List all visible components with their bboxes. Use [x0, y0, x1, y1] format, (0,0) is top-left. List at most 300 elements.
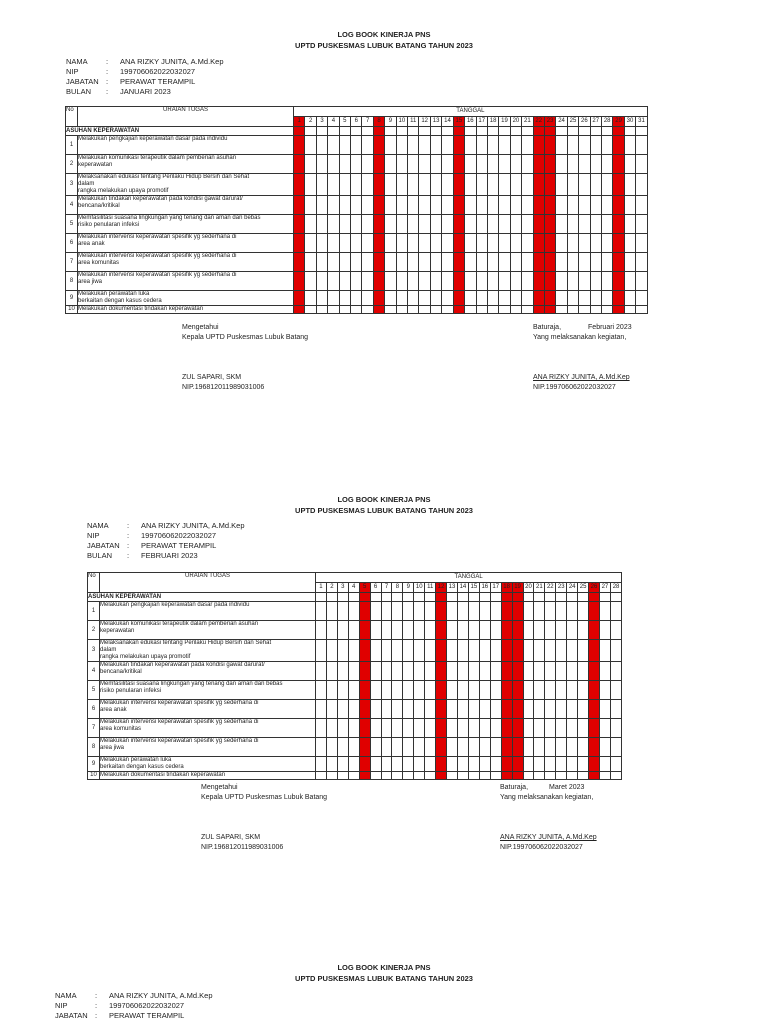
day-cell	[370, 738, 381, 757]
day-cell	[601, 291, 612, 306]
task-no: 5	[88, 681, 100, 700]
task-line: dalam	[78, 181, 95, 187]
day-number: 2	[305, 117, 316, 127]
day-cell	[465, 253, 476, 272]
day-cell	[487, 174, 498, 196]
day-cell	[362, 215, 373, 234]
day-cell	[534, 757, 545, 772]
day-cell	[601, 155, 612, 174]
day-cell	[326, 662, 337, 681]
day-cell	[294, 291, 305, 306]
day-cell	[523, 602, 534, 621]
day-cell	[636, 291, 648, 306]
day-cell	[610, 772, 621, 780]
table-row	[66, 306, 648, 314]
day-cell	[490, 662, 501, 681]
day-cell	[590, 253, 601, 272]
day-cell	[624, 253, 635, 272]
day-cell	[442, 272, 453, 291]
task-no: 3	[66, 174, 78, 196]
day-number: 7	[381, 583, 392, 593]
day-cell	[339, 306, 350, 314]
day-cell	[362, 174, 373, 196]
day-cell	[381, 700, 392, 719]
day-number: 8	[373, 117, 384, 127]
day-cell	[457, 662, 468, 681]
day-cell	[442, 234, 453, 253]
day-cell	[453, 155, 464, 174]
day-cell	[465, 136, 476, 155]
nama-value: ANA RIZKY JUNITA, A.Md.Kep	[141, 521, 245, 530]
day-cell	[408, 234, 419, 253]
task-line: Melaksanakan edukasi tentang Perilaku Hidup Bersih dan Sehat	[78, 174, 250, 180]
doc-title: LOG BOOK KINERJA PNS	[337, 963, 431, 972]
day-cell	[476, 306, 487, 314]
day-cell	[567, 700, 578, 719]
day-cell	[419, 196, 430, 215]
day-cell	[381, 681, 392, 700]
jabatan-label: JABATAN	[55, 1011, 88, 1020]
task-description	[100, 640, 316, 662]
day-cell	[476, 127, 487, 136]
day-cell	[501, 719, 512, 738]
day-cell	[425, 621, 436, 640]
day-cell	[567, 127, 578, 136]
day-cell	[523, 700, 534, 719]
colon: :	[106, 57, 109, 66]
day-cell	[453, 272, 464, 291]
day-cell	[351, 253, 362, 272]
day-cell	[436, 757, 447, 772]
day-cell	[339, 215, 350, 234]
day-cell	[392, 640, 403, 662]
task-line: risiko penularan infeksi	[100, 688, 162, 694]
day-cell	[447, 640, 458, 662]
day-cell	[328, 127, 339, 136]
day-cell	[430, 127, 441, 136]
day-cell	[499, 253, 510, 272]
day-number: 3	[337, 583, 348, 593]
day-cell	[490, 593, 501, 602]
task-no: 8	[66, 272, 78, 291]
day-cell	[465, 155, 476, 174]
day-cell	[490, 640, 501, 662]
day-cell	[408, 136, 419, 155]
task-line: Melakukan intervensi keperawatan spesifik yg sederhana di	[78, 234, 237, 240]
pelaksana-nip: NIP.199706062022032027	[533, 384, 616, 391]
day-cell	[476, 155, 487, 174]
day-cell	[457, 602, 468, 621]
day-cell	[545, 738, 556, 757]
day-cell	[403, 772, 414, 780]
day-number: 6	[370, 583, 381, 593]
day-cell	[468, 593, 479, 602]
day-cell	[479, 681, 490, 700]
day-cell	[403, 593, 414, 602]
task-description	[100, 700, 316, 719]
day-cell	[457, 681, 468, 700]
day-cell	[442, 291, 453, 306]
sign-month: Maret 2023	[549, 784, 585, 791]
table-row	[66, 196, 648, 215]
day-cell	[579, 234, 590, 253]
task-no: 2	[88, 621, 100, 640]
table-row	[66, 215, 648, 234]
day-cell	[544, 155, 555, 174]
day-number: 20	[510, 117, 521, 127]
table-row	[66, 234, 648, 253]
task-line: Melaksanakan edukasi tentang Perilaku Hidup Bersih dan Sehat	[100, 640, 272, 646]
day-cell	[370, 662, 381, 681]
day-cell	[479, 640, 490, 662]
day-cell	[457, 772, 468, 780]
day-cell	[294, 174, 305, 196]
day-cell	[579, 155, 590, 174]
task-description	[100, 757, 316, 772]
day-number: 16	[479, 583, 490, 593]
table-row	[88, 681, 622, 700]
day-cell	[447, 662, 458, 681]
day-cell	[436, 772, 447, 780]
day-cell	[533, 196, 544, 215]
nama-label: NAMA	[87, 521, 109, 530]
day-cell	[316, 136, 327, 155]
day-cell	[567, 155, 578, 174]
day-cell	[523, 681, 534, 700]
task-line: area anak	[100, 707, 127, 713]
day-cell	[362, 306, 373, 314]
day-cell	[414, 662, 425, 681]
day-cell	[348, 757, 359, 772]
sign-month: Februari 2023	[588, 324, 632, 331]
day-cell	[362, 196, 373, 215]
day-cell	[522, 306, 533, 314]
day-cell	[396, 155, 407, 174]
task-no: 4	[88, 662, 100, 681]
day-cell	[430, 291, 441, 306]
day-cell	[419, 127, 430, 136]
day-cell	[613, 136, 624, 155]
day-cell	[476, 215, 487, 234]
day-cell	[326, 593, 337, 602]
day-cell	[396, 174, 407, 196]
day-cell	[447, 719, 458, 738]
day-cell	[430, 234, 441, 253]
day-cell	[544, 253, 555, 272]
day-cell	[610, 757, 621, 772]
day-cell	[578, 719, 589, 738]
day-cell	[601, 215, 612, 234]
day-cell	[373, 234, 384, 253]
day-cell	[512, 757, 523, 772]
day-cell	[601, 136, 612, 155]
day-cell	[534, 700, 545, 719]
day-cell	[430, 155, 441, 174]
day-cell	[476, 291, 487, 306]
day-number: 31	[636, 117, 648, 127]
table-row	[66, 174, 648, 196]
day-cell	[599, 772, 610, 780]
day-cell	[599, 602, 610, 621]
day-cell	[636, 196, 648, 215]
task-description	[78, 174, 294, 196]
day-cell	[599, 681, 610, 700]
day-cell	[408, 272, 419, 291]
day-cell	[487, 306, 498, 314]
day-cell	[590, 136, 601, 155]
day-cell	[328, 234, 339, 253]
day-cell	[337, 719, 348, 738]
day-cell	[305, 215, 316, 234]
day-cell	[534, 593, 545, 602]
day-number: 22	[533, 117, 544, 127]
day-cell	[476, 136, 487, 155]
day-cell	[419, 306, 430, 314]
day-cell	[414, 681, 425, 700]
task-description	[78, 136, 294, 155]
day-cell	[453, 196, 464, 215]
day-cell	[385, 196, 396, 215]
day-number: 3	[316, 117, 327, 127]
day-cell	[316, 272, 327, 291]
day-cell	[523, 640, 534, 662]
day-number: 23	[556, 583, 567, 593]
table-row	[88, 700, 622, 719]
day-cell	[545, 662, 556, 681]
day-cell	[305, 155, 316, 174]
day-number: 25	[567, 117, 578, 127]
day-cell	[403, 602, 414, 621]
day-cell	[487, 196, 498, 215]
day-cell	[316, 196, 327, 215]
day-cell	[512, 772, 523, 780]
day-cell	[522, 136, 533, 155]
employee-info	[87, 521, 245, 561]
day-cell	[487, 291, 498, 306]
day-cell	[339, 253, 350, 272]
day-cell	[636, 136, 648, 155]
day-cell	[556, 253, 567, 272]
day-cell	[522, 174, 533, 196]
day-cell	[453, 291, 464, 306]
day-cell	[499, 306, 510, 314]
day-cell	[373, 291, 384, 306]
day-cell	[512, 719, 523, 738]
day-cell	[610, 593, 621, 602]
day-number: 26	[579, 117, 590, 127]
task-description	[78, 291, 294, 306]
task-line: area anak	[78, 241, 105, 247]
day-cell	[501, 738, 512, 757]
header-tanggal: TANGGAL	[294, 107, 648, 117]
day-cell	[534, 772, 545, 780]
day-cell	[501, 602, 512, 621]
header-no: No	[66, 107, 78, 127]
day-cell	[523, 738, 534, 757]
day-cell	[436, 719, 447, 738]
day-cell	[556, 772, 567, 780]
doc-subtitle: UPTD PUSKESMAS LUBUK BATANG TAHUN 2023	[295, 506, 473, 515]
day-cell	[362, 127, 373, 136]
day-cell	[544, 234, 555, 253]
day-cell	[447, 772, 458, 780]
day-cell	[468, 700, 479, 719]
day-cell	[590, 155, 601, 174]
day-cell	[479, 719, 490, 738]
day-cell	[396, 253, 407, 272]
day-number: 26	[589, 583, 600, 593]
day-cell	[534, 719, 545, 738]
day-cell	[533, 234, 544, 253]
day-cell	[544, 306, 555, 314]
day-cell	[589, 700, 600, 719]
day-cell	[436, 662, 447, 681]
day-cell	[590, 234, 601, 253]
day-cell	[305, 127, 316, 136]
day-cell	[326, 757, 337, 772]
day-cell	[316, 174, 327, 196]
task-description	[78, 215, 294, 234]
day-cell	[567, 136, 578, 155]
category-label: ASUHAN KEPERAWATAN	[66, 127, 294, 136]
day-cell	[499, 155, 510, 174]
day-cell	[351, 155, 362, 174]
day-cell	[599, 593, 610, 602]
task-line: Melakukan tindakan keperawatan pada kondisi gawat darurat/	[100, 662, 265, 668]
task-line: Melakukan dokumentasi tindakan keperawatan	[100, 772, 226, 778]
day-cell	[447, 593, 458, 602]
day-cell	[359, 700, 370, 719]
day-cell	[468, 681, 479, 700]
day-cell	[457, 738, 468, 757]
day-cell	[447, 681, 458, 700]
day-cell	[453, 136, 464, 155]
day-cell	[567, 234, 578, 253]
day-cell	[408, 196, 419, 215]
day-cell	[337, 700, 348, 719]
day-number: 11	[425, 583, 436, 593]
day-cell	[589, 738, 600, 757]
day-cell	[556, 681, 567, 700]
task-line: risiko penularan infeksi	[78, 222, 140, 228]
day-cell	[545, 593, 556, 602]
task-line: area komunitas	[100, 726, 142, 732]
day-cell	[316, 127, 327, 136]
day-cell	[479, 602, 490, 621]
table-row	[66, 136, 648, 155]
day-number: 24	[556, 117, 567, 127]
day-cell	[430, 306, 441, 314]
day-cell	[487, 155, 498, 174]
day-cell	[487, 136, 498, 155]
day-cell	[373, 306, 384, 314]
day-cell	[624, 291, 635, 306]
day-cell	[348, 662, 359, 681]
day-cell	[370, 593, 381, 602]
task-line: Melakukan komunikasi terapeutik dalam pemberian asuhan	[78, 155, 237, 161]
day-cell	[589, 662, 600, 681]
day-cell	[567, 757, 578, 772]
day-cell	[533, 155, 544, 174]
table-row	[88, 772, 622, 780]
day-cell	[624, 196, 635, 215]
task-no: 6	[66, 234, 78, 253]
table-row	[66, 272, 648, 291]
task-description	[78, 234, 294, 253]
day-cell	[579, 291, 590, 306]
day-cell	[381, 772, 392, 780]
day-number: 28	[610, 583, 621, 593]
table-row	[66, 291, 648, 306]
day-number: 2	[326, 583, 337, 593]
task-line: Melakukan intervensi keperawatan spesifik yg sederhana di	[100, 700, 259, 706]
day-cell	[351, 127, 362, 136]
day-number: 4	[328, 117, 339, 127]
day-cell	[316, 291, 327, 306]
kepala-nip: NIP.196812011989031006	[201, 844, 284, 851]
city: Baturaja,	[500, 784, 529, 791]
day-number: 15	[453, 117, 464, 127]
day-cell	[337, 593, 348, 602]
day-cell	[599, 662, 610, 681]
day-cell	[579, 127, 590, 136]
day-cell	[544, 215, 555, 234]
task-line: Melakukan intervensi keperawatan spesifik yg sederhana di	[78, 253, 237, 259]
day-cell	[442, 215, 453, 234]
task-no: 1	[88, 602, 100, 621]
day-number: 19	[512, 583, 523, 593]
day-cell	[339, 127, 350, 136]
day-cell	[370, 772, 381, 780]
day-cell	[326, 640, 337, 662]
log-table	[87, 572, 622, 780]
day-cell	[453, 215, 464, 234]
day-cell	[442, 155, 453, 174]
task-no: 3	[88, 640, 100, 662]
day-cell	[490, 757, 501, 772]
day-number: 10	[414, 583, 425, 593]
colon: :	[106, 87, 109, 96]
day-cell	[403, 662, 414, 681]
task-line: Melakukan dokumentasi tindakan keperawatan	[78, 306, 204, 312]
day-cell	[316, 234, 327, 253]
day-cell	[396, 196, 407, 215]
day-cell	[533, 291, 544, 306]
day-cell	[348, 593, 359, 602]
day-cell	[430, 272, 441, 291]
day-cell	[613, 215, 624, 234]
day-cell	[523, 757, 534, 772]
day-cell	[522, 196, 533, 215]
day-cell	[579, 136, 590, 155]
day-cell	[316, 757, 327, 772]
day-cell	[351, 196, 362, 215]
day-number: 9	[385, 117, 396, 127]
day-cell	[512, 662, 523, 681]
day-cell	[385, 136, 396, 155]
day-cell	[533, 136, 544, 155]
task-line: keperawatan	[100, 628, 135, 634]
day-cell	[419, 155, 430, 174]
day-number: 4	[348, 583, 359, 593]
day-cell	[578, 681, 589, 700]
day-cell	[385, 272, 396, 291]
day-cell	[414, 700, 425, 719]
day-cell	[442, 127, 453, 136]
day-cell	[567, 738, 578, 757]
day-cell	[556, 602, 567, 621]
day-cell	[599, 640, 610, 662]
